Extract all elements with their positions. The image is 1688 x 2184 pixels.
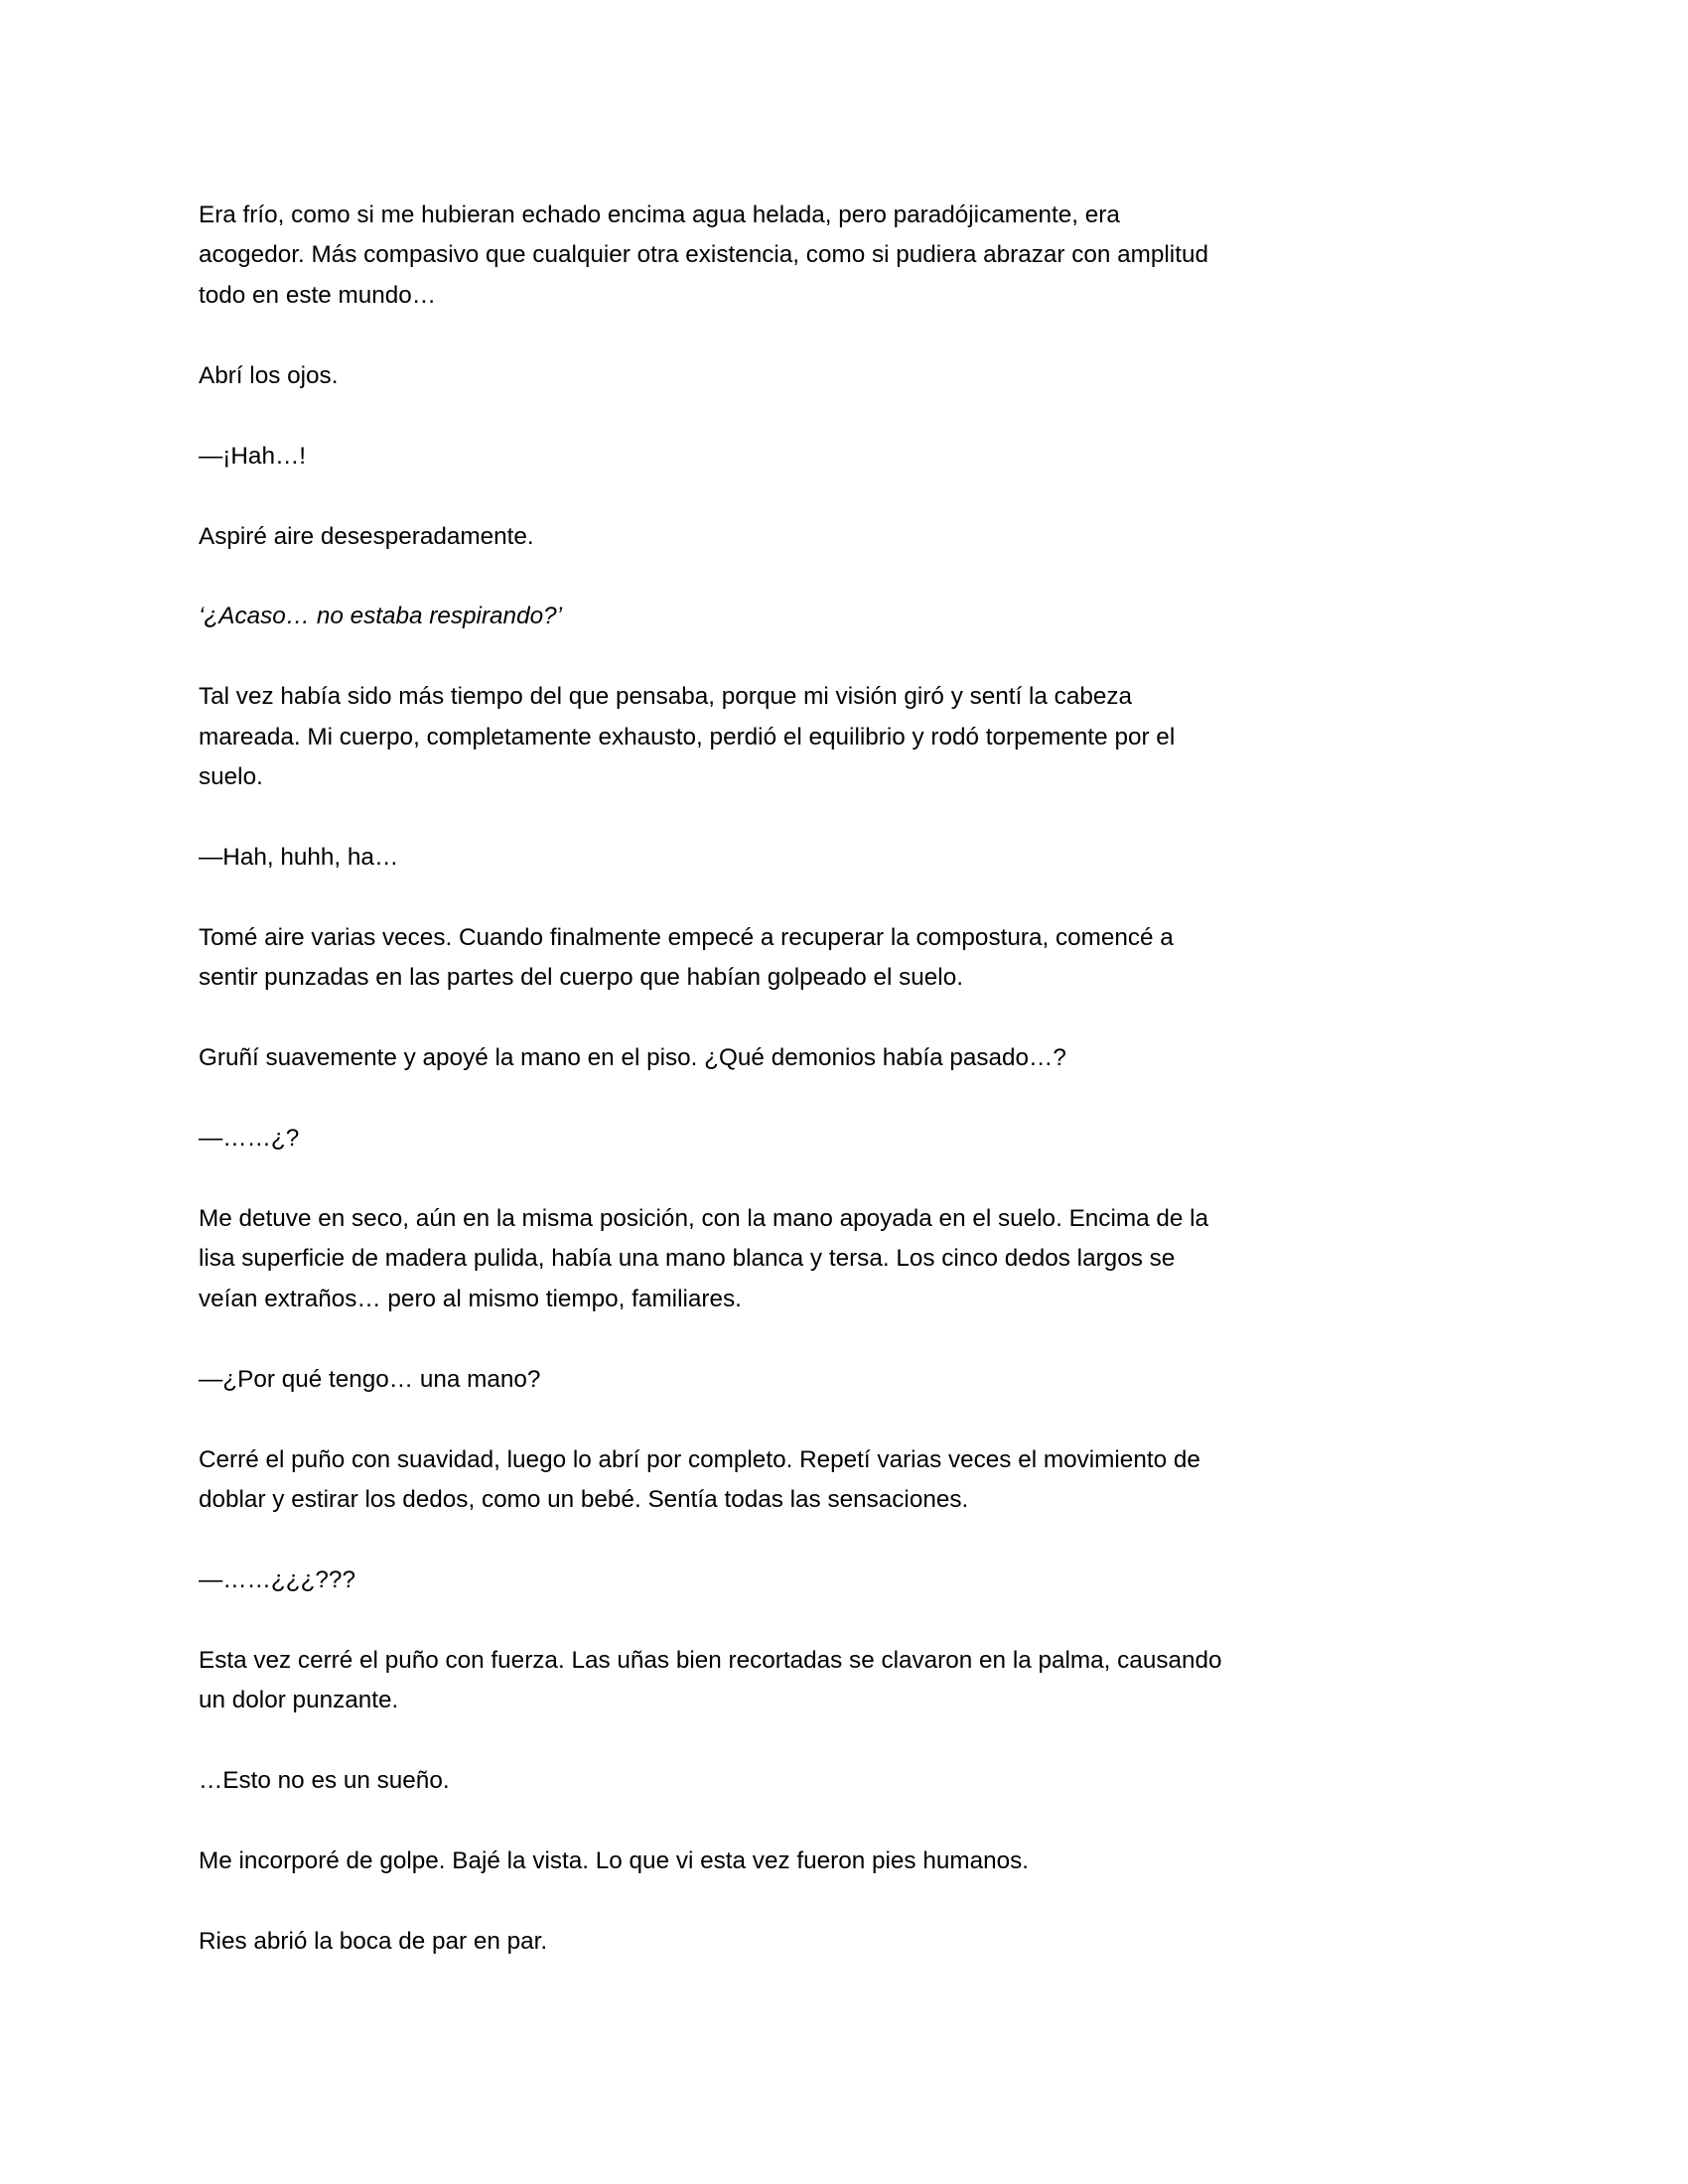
text-line: Me detuve en seco, aún en la misma posición, con la mano apoyada en el suelo. Encima de la bbox=[199, 1205, 1209, 1232]
text-line: veían extraños… pero al mismo tiempo, familiares. bbox=[199, 1286, 742, 1312]
text-line: —……¿? bbox=[199, 1125, 300, 1152]
text-line: Gruñí suavemente y apoyé la mano en el piso. ¿Qué demonios había pasado…? bbox=[199, 1044, 1066, 1071]
text-line: —……¿¿¿??? bbox=[199, 1567, 355, 1593]
text-line: Esta vez cerré el puño con fuerza. Las uñas bien recortadas se clavaron en la palma, causando bbox=[199, 1647, 1222, 1674]
text-line: Ries abrió la boca de par en par. bbox=[199, 1928, 548, 1955]
text-line: mareada. Mi cuerpo, completamente exhausto, perdió el equilibrio y rodó torpemente por el bbox=[199, 724, 1176, 751]
text-line: doblar y estirar los dedos, como un bebé. Sentía todas las sensaciones. bbox=[199, 1486, 969, 1513]
text-line: lisa superficie de madera pulida, había una mano blanca y tersa. Los cinco dedos largos se bbox=[199, 1245, 1176, 1272]
text-line: Cerré el puño con suavidad, luego lo abrí por completo. Repetí varias veces el movimiento de bbox=[199, 1446, 1200, 1473]
text-line: Me incorporé de golpe. Bajé la vista. Lo que vi esta vez fueron pies humanos. bbox=[199, 1847, 1030, 1874]
text-line: Abrí los ojos. bbox=[199, 362, 339, 389]
text-line: —Hah, huhh, ha… bbox=[199, 844, 399, 871]
text-line: —¡Hah…! bbox=[199, 443, 307, 470]
text-line: sentir punzadas en las partes del cuerpo que habían golpeado el suelo. bbox=[199, 964, 963, 991]
text-line: acogedor. Más compasivo que cualquier otra existencia, como si pudiera abrazar con amplitud bbox=[199, 241, 1208, 268]
text-line: un dolor punzante. bbox=[199, 1687, 399, 1713]
italic-text-line: ‘¿Acaso… no estaba respirando?’ bbox=[199, 603, 563, 629]
text-line: Aspiré aire desesperadamente. bbox=[199, 523, 534, 550]
text-line: todo en este mundo… bbox=[199, 282, 437, 309]
text-line: Era frío, como si me hubieran echado encima agua helada, pero paradójicamente, era bbox=[199, 202, 1120, 228]
text-line: …Esto no es un sueño. bbox=[199, 1767, 450, 1794]
text-line: suelo. bbox=[199, 763, 263, 790]
text-line: Tomé aire varias veces. Cuando finalmente empecé a recuperar la compostura, comencé a bbox=[199, 924, 1174, 951]
text-line: Tal vez había sido más tiempo del que pensaba, porque mi visión giró y sentí la cabeza bbox=[199, 683, 1133, 710]
text-line: —¿Por qué tengo… una mano? bbox=[199, 1366, 541, 1393]
